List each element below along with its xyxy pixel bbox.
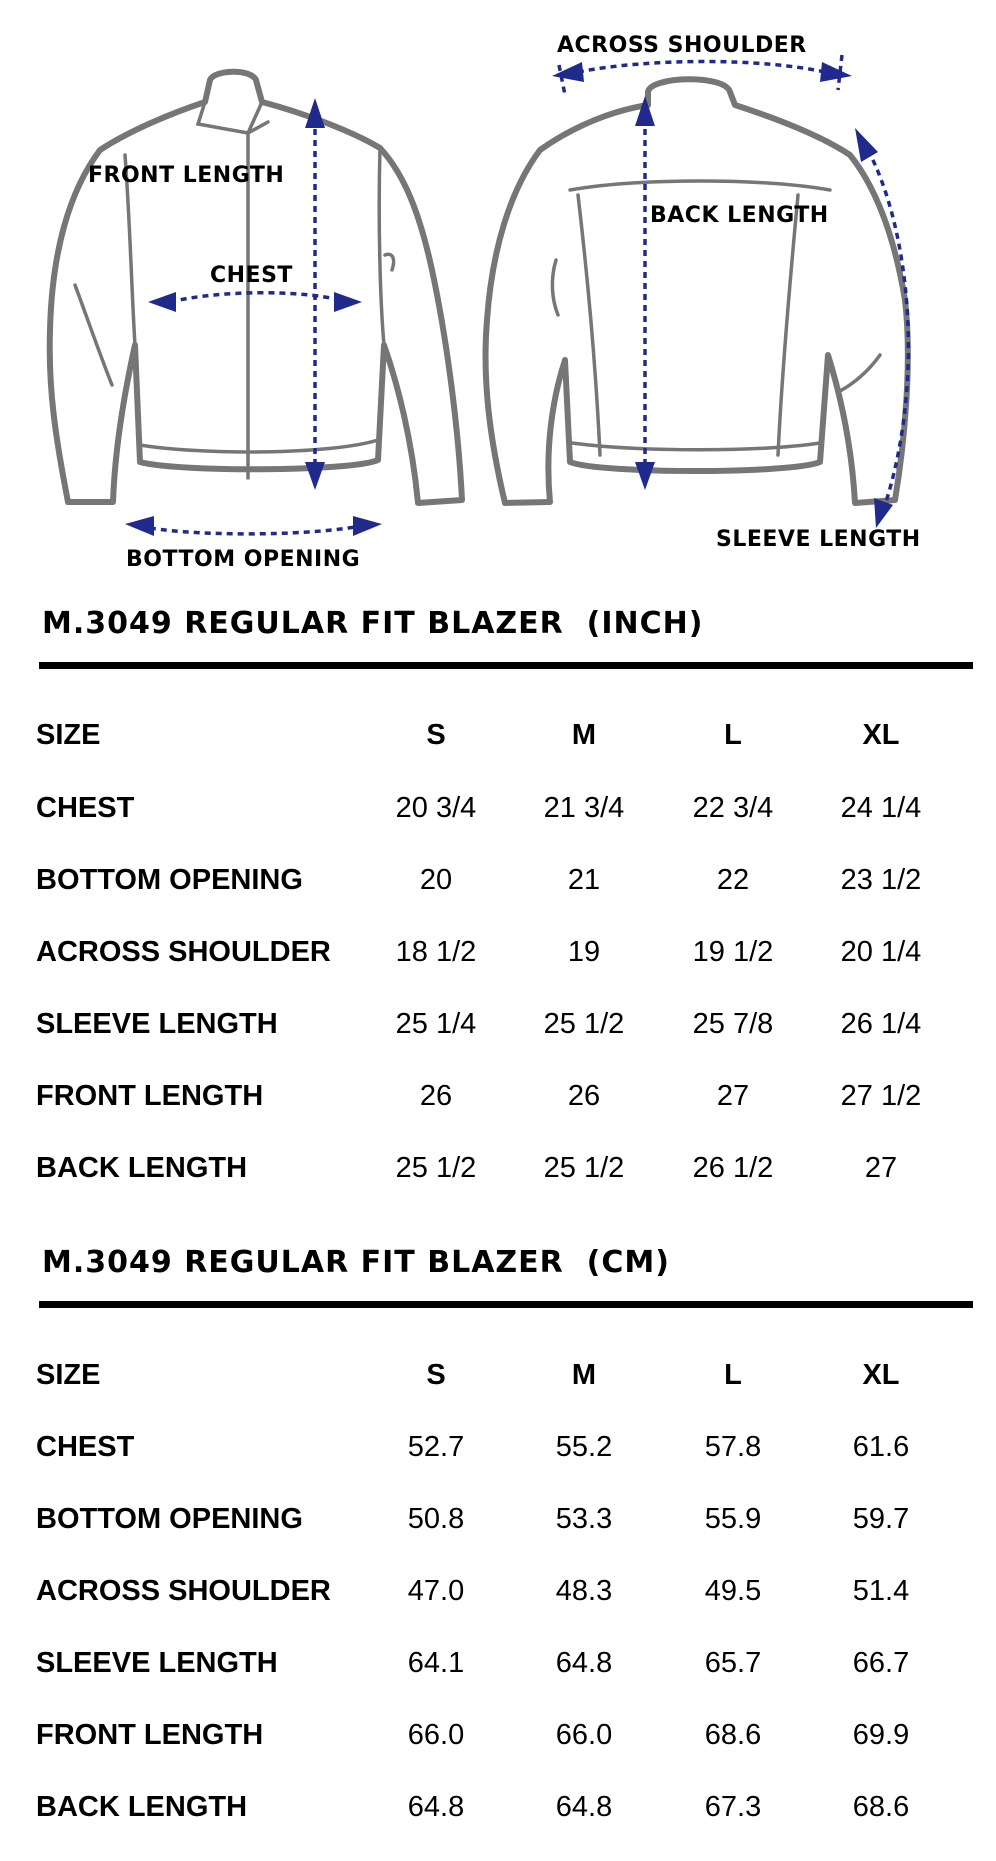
back-hem bbox=[572, 443, 820, 450]
table-row bbox=[0, 1643, 996, 1683]
value-cell: 23 1/2 bbox=[840, 864, 922, 896]
value-cell: 20 bbox=[419, 864, 453, 896]
across-shoulder-arrowhead-right bbox=[820, 62, 852, 82]
jacket-measurement-diagram bbox=[0, 0, 996, 580]
back-length-label: BACK LENGTH bbox=[650, 203, 829, 228]
table-row bbox=[0, 1427, 996, 1467]
value-cell: 20 1/4 bbox=[840, 936, 922, 968]
value-cell: 57.8 bbox=[704, 1431, 762, 1463]
row-label: BOTTOM OPENING bbox=[36, 864, 303, 896]
table-row bbox=[0, 1787, 996, 1827]
value-cell: 66.0 bbox=[555, 1719, 613, 1751]
table-row bbox=[0, 1715, 996, 1755]
bottom-opening-arrow-line bbox=[150, 527, 355, 534]
inch-table-title: M.3049 REGULAR FIT BLAZER (INCH) bbox=[42, 606, 704, 641]
value-cell: 52.7 bbox=[407, 1431, 465, 1463]
table-header-row bbox=[0, 1355, 996, 1395]
row-label: ACROSS SHOULDER bbox=[36, 936, 331, 968]
table-row bbox=[0, 788, 996, 828]
value-cell: 64.8 bbox=[407, 1791, 465, 1823]
table-row bbox=[0, 932, 996, 972]
size-column-header: SIZE bbox=[36, 1359, 101, 1391]
row-label: CHEST bbox=[36, 792, 135, 824]
across-shoulder-arrowhead-left bbox=[552, 62, 584, 82]
front-length-label: FRONT LENGTH bbox=[88, 163, 285, 188]
value-cell: 68.6 bbox=[852, 1791, 910, 1823]
value-cell: 18 1/2 bbox=[395, 936, 477, 968]
row-label: BACK LENGTH bbox=[36, 1152, 248, 1184]
value-cell: 21 bbox=[567, 864, 601, 896]
back-left-panel-seam bbox=[578, 195, 600, 455]
table-row bbox=[0, 1571, 996, 1611]
value-cell: 25 1/2 bbox=[395, 1152, 477, 1184]
cm-title-rule bbox=[39, 1301, 973, 1308]
size-s-header: S bbox=[426, 719, 446, 751]
row-label: CHEST bbox=[36, 1431, 135, 1463]
value-cell: 21 3/4 bbox=[543, 792, 625, 824]
bottom-opening-label: BOTTOM OPENING bbox=[126, 547, 361, 572]
value-cell: 25 1/2 bbox=[543, 1152, 625, 1184]
value-cell: 69.9 bbox=[852, 1719, 910, 1751]
table-header-row bbox=[0, 715, 996, 755]
row-label: SLEEVE LENGTH bbox=[36, 1008, 278, 1040]
bottom-opening-arrowhead-left bbox=[125, 516, 154, 536]
chest-arrowhead-left bbox=[148, 292, 176, 312]
cm-table-title: M.3049 REGULAR FIT BLAZER (CM) bbox=[42, 1245, 670, 1280]
value-cell: 64.8 bbox=[555, 1647, 613, 1679]
table-row bbox=[0, 1148, 996, 1188]
front-collar bbox=[198, 102, 268, 133]
value-cell: 65.7 bbox=[704, 1647, 762, 1679]
across-shoulder-arrow-line bbox=[578, 62, 825, 73]
size-m-header: M bbox=[571, 719, 597, 751]
table-row bbox=[0, 860, 996, 900]
value-cell: 55.2 bbox=[555, 1431, 613, 1463]
value-cell: 51.4 bbox=[852, 1575, 910, 1607]
size-m-header: M bbox=[571, 1359, 597, 1391]
value-cell: 64.8 bbox=[555, 1791, 613, 1823]
value-cell: 26 bbox=[419, 1080, 453, 1112]
chest-label: CHEST bbox=[210, 263, 293, 288]
back-yoke bbox=[570, 181, 830, 190]
front-hem bbox=[140, 440, 378, 452]
value-cell: 48.3 bbox=[555, 1575, 613, 1607]
value-cell: 26 bbox=[567, 1080, 601, 1112]
value-cell: 20 3/4 bbox=[395, 792, 477, 824]
table-row bbox=[0, 1499, 996, 1539]
value-cell: 68.6 bbox=[704, 1719, 762, 1751]
value-cell: 66.0 bbox=[407, 1719, 465, 1751]
row-label: FRONT LENGTH bbox=[36, 1080, 264, 1112]
sleeve-length-label: SLEEVE LENGTH bbox=[716, 527, 921, 552]
inch-title-rule bbox=[39, 662, 973, 669]
back-jacket-illustration bbox=[486, 79, 908, 503]
sleeve-length-arrowhead-top bbox=[855, 128, 878, 162]
size-column-header: SIZE bbox=[36, 719, 101, 751]
value-cell: 27 bbox=[716, 1080, 750, 1112]
size-l-header: L bbox=[724, 719, 742, 751]
front-right-crease bbox=[385, 254, 394, 270]
across-shoulder-tick-left bbox=[559, 65, 565, 95]
chest-arrowhead-right bbox=[334, 292, 362, 312]
front-right-sleeve-seam bbox=[379, 148, 384, 345]
value-cell: 26 1/4 bbox=[840, 1008, 922, 1040]
size-xl-header: XL bbox=[862, 719, 900, 751]
row-label: BOTTOM OPENING bbox=[36, 1503, 303, 1535]
back-jacket-outline bbox=[486, 79, 908, 503]
value-cell: 53.3 bbox=[555, 1503, 613, 1535]
size-xl-header: XL bbox=[862, 1359, 900, 1391]
back-left-crease bbox=[552, 260, 558, 315]
row-label: BACK LENGTH bbox=[36, 1791, 248, 1823]
value-cell: 50.8 bbox=[407, 1503, 465, 1535]
value-cell: 25 1/4 bbox=[395, 1008, 477, 1040]
value-cell: 66.7 bbox=[852, 1647, 910, 1679]
across-shoulder-label: ACROSS SHOULDER bbox=[557, 33, 807, 58]
bottom-opening-arrowhead-right bbox=[353, 516, 382, 536]
value-cell: 24 1/4 bbox=[840, 792, 922, 824]
value-cell: 19 1/2 bbox=[692, 936, 774, 968]
value-cell: 55.9 bbox=[704, 1503, 762, 1535]
back-right-panel-seam bbox=[778, 195, 798, 455]
value-cell: 47.0 bbox=[407, 1575, 465, 1607]
table-row bbox=[0, 1004, 996, 1044]
front-left-crease bbox=[75, 285, 112, 385]
value-cell: 61.6 bbox=[852, 1431, 910, 1463]
value-cell: 19 bbox=[567, 936, 601, 968]
value-cell: 27 bbox=[864, 1152, 898, 1184]
value-cell: 59.7 bbox=[852, 1503, 910, 1535]
value-cell: 25 1/2 bbox=[543, 1008, 625, 1040]
value-cell: 64.1 bbox=[407, 1647, 465, 1679]
table-row bbox=[0, 1076, 996, 1116]
back-right-crease bbox=[838, 355, 880, 392]
size-s-header: S bbox=[426, 1359, 446, 1391]
row-label: FRONT LENGTH bbox=[36, 1719, 264, 1751]
front-length-arrowhead-bottom bbox=[305, 462, 325, 490]
value-cell: 22 bbox=[716, 864, 750, 896]
value-cell: 27 1/2 bbox=[840, 1080, 922, 1112]
value-cell: 22 3/4 bbox=[692, 792, 774, 824]
row-label: ACROSS SHOULDER bbox=[36, 1575, 331, 1607]
value-cell: 67.3 bbox=[704, 1791, 762, 1823]
value-cell: 26 1/2 bbox=[692, 1152, 774, 1184]
row-label: SLEEVE LENGTH bbox=[36, 1647, 278, 1679]
value-cell: 49.5 bbox=[704, 1575, 762, 1607]
back-length-arrowhead-bottom bbox=[635, 462, 655, 490]
value-cell: 25 7/8 bbox=[692, 1008, 774, 1040]
size-l-header: L bbox=[724, 1359, 742, 1391]
back-length-arrowhead-top bbox=[635, 96, 655, 126]
